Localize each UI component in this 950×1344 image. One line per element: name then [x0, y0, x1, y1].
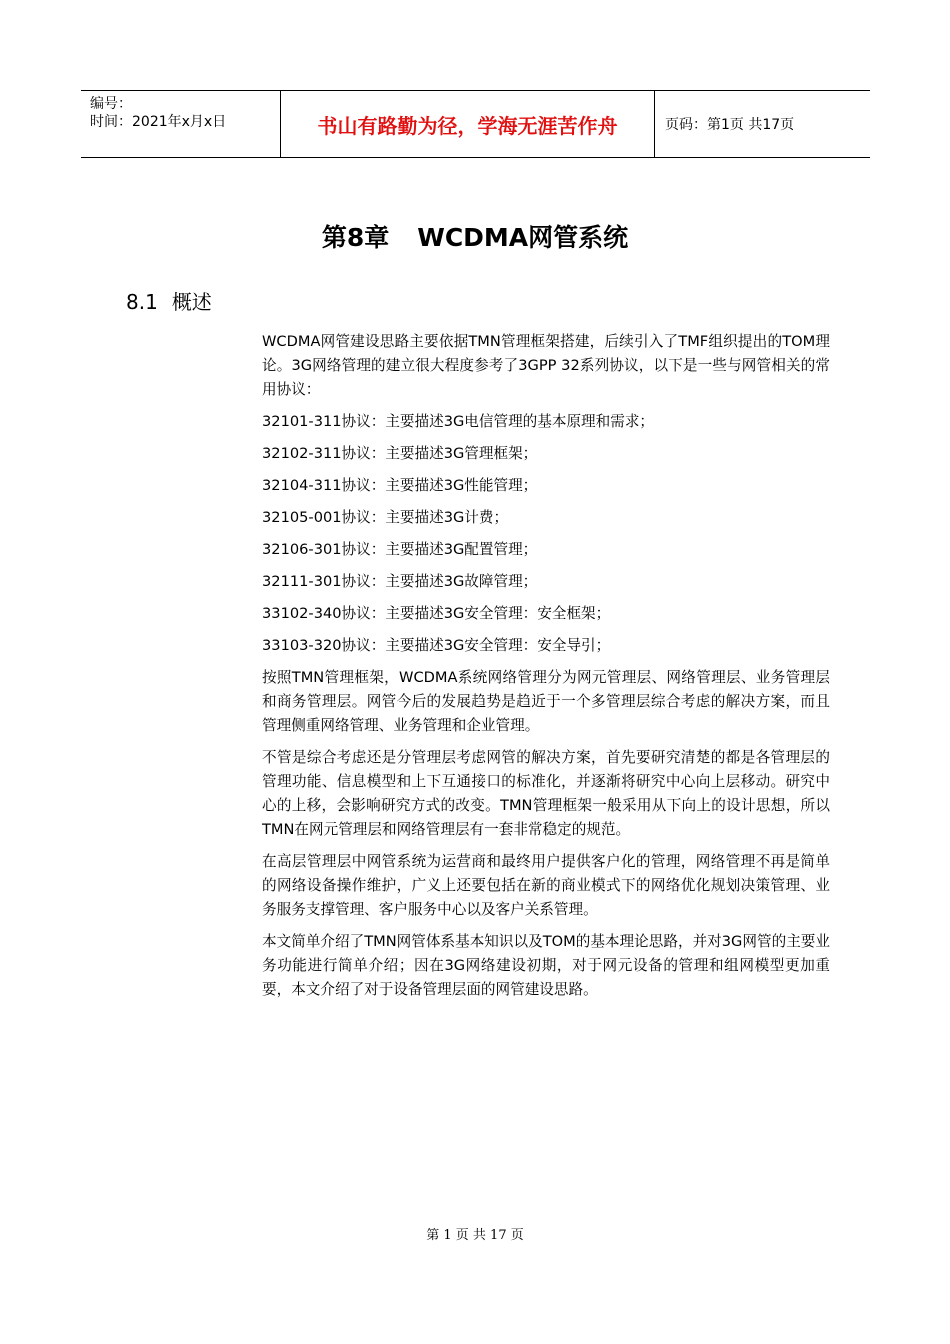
- list-item: 33103-320协议：主要描述3G安全管理：安全导引；: [262, 637, 611, 654]
- intro-paragraph: WCDMA网管建设思路主要依据TMN管理框架搭建，后续引入了TMF组织提出的TOM理论。3G网络管理的建立很大程度参考了3GPP 32系列协议，以下是一些与网管相关的常用协议：: [262, 333, 830, 398]
- page-footer: 第 1 页 共 17 页: [426, 1228, 524, 1243]
- list-item: 32105-001协议：主要描述3G计费；: [262, 509, 509, 526]
- page-code-text: 页码：第1页 共17页: [665, 117, 795, 133]
- header-table: [81, 90, 870, 158]
- list-item: 32106-301协议：主要描述3G配置管理；: [262, 541, 538, 558]
- time-label: 时间：2021年x月x日: [90, 114, 227, 130]
- protocol-list: [262, 410, 830, 666]
- section-title-text: 概述: [171, 290, 212, 314]
- body-paragraph: 本文简单介绍了TMN网管体系基本知识以及TOM的基本理论思路，并对3G网管的主要业务功能进行简单介绍；因在3G网络建设初期，对于网元设备的管理和组网模型更加重要，本文介绍了对于设备管理层面的网管建设思路。: [262, 933, 830, 998]
- list-item: 32102-311协议：主要描述3G管理框架；: [262, 445, 538, 462]
- body-content: [262, 330, 830, 1010]
- list-item: 32111-301协议：主要描述3G故障管理；: [262, 573, 538, 590]
- number-label: 编号：: [90, 96, 132, 112]
- list-item: 32101-311协议：主要描述3G电信管理的基本原理和需求；: [262, 413, 655, 430]
- chapter-title: [0, 218, 950, 254]
- chapter-name: WCDMA网管系统: [417, 223, 629, 252]
- section-heading: [126, 286, 212, 315]
- list-item: 32104-311协议：主要描述3G性能管理；: [262, 477, 538, 494]
- motto-text: 书山有路勤为径，学海无涯苦作舟: [317, 113, 618, 138]
- body-paragraph: 不管是综合考虑还是分管理层考虑网管的解决方案，首先要研究清楚的都是各管理层的管理功能、信息模型和上下互通接口的标准化，并逐渐将研究中心向上层移动。研究中心的上移，会影响研究方式的改变。TMN管理框架一般采用从下向上的设计思想，所以TMN在网元管理层和网络管理层有一套非常稳定的规范。: [262, 749, 830, 838]
- chapter-number: 第8章: [321, 223, 390, 252]
- body-paragraph: 按照TMN管理框架，WCDMA系统网络管理分为网元管理层、网络管理层、业务管理层和商务管理层。网管今后的发展趋势是趋近于一个多管理层综合考虑的解决方案，而且管理侧重网络管理、业务管理和企业管理。: [262, 669, 830, 734]
- section-number: 8.1: [126, 290, 158, 314]
- body-paragraph: 在高层管理层中网管系统为运营商和最终用户提供客户化的管理，网络管理不再是简单的网络设备操作维护，广义上还要包括在新的商业模式下的网络优化规划决策管理、业务服务支撑管理、客户服务中心以及客户关系管理。: [262, 853, 830, 918]
- list-item: 33102-340协议：主要描述3G安全管理：安全框架；: [262, 605, 611, 622]
- header-info-cell: [81, 91, 281, 157]
- motto-cell: [281, 91, 655, 157]
- page-code-cell: [655, 91, 870, 157]
